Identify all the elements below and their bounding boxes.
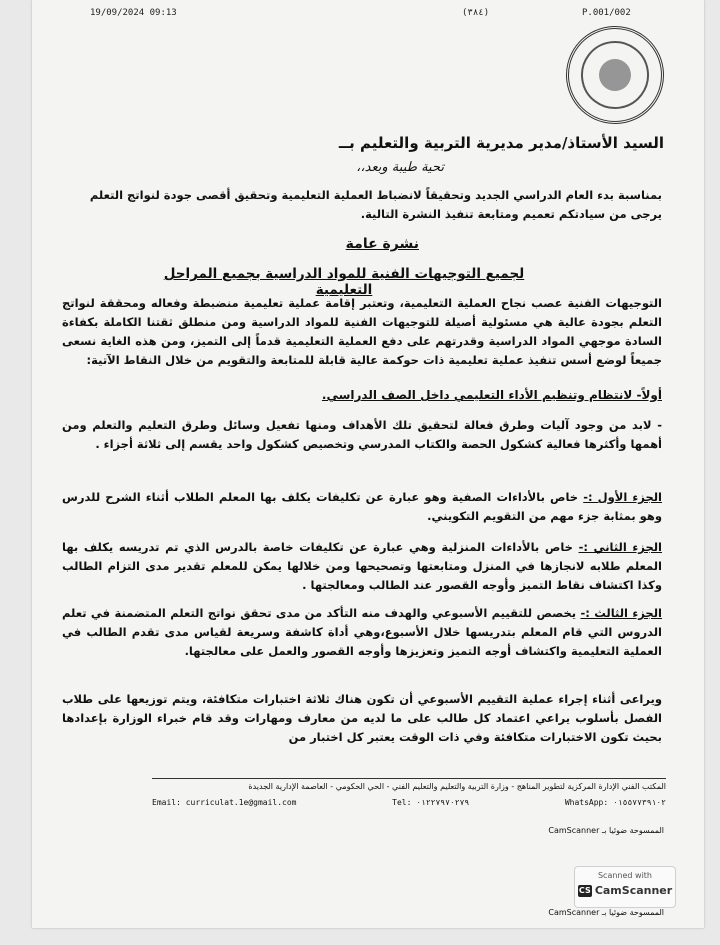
part-1-label: الجزء الأول :- — [583, 490, 662, 504]
paragraph-intro: التوجيهات الفنية عصب نجاح العملية التعليمية، وتعتبر إقامة عملية تعليمية منضبطة وفعاله ومحققة لنواتج التعلم بجودة عالية هي مسئولية أصيلة للتوجيهات الفنية للمواد الدراسية ومن منطلق ثقتنا الكاملة بكفاءة السادة موجهي المواد الدراسية وقدرتهم على دفع العملية التعليمية قدماً إلى التميز، ومن هذه الغاية نسعى جميعاً لوضع أسس تنفيذ عملية تعليمية ذات حوكمة عالية قابلة للمتابعة والتقويم من خلال النقاط الآتية: — [62, 296, 662, 367]
footer-tel: Tel: ٠١٢٢٧٩٧٠٢٧٩ — [392, 798, 470, 807]
section-1-title: أولاً- لانتظام وتنظيم الأداء التعليمي داخل الصف الدراسي. — [321, 388, 662, 402]
bulletin-heading: نشرة عامة — [345, 236, 419, 252]
footer-email: Email: curriculat.1e@gmail.com — [152, 798, 297, 807]
bottom-scanner-note: الممسوحة ضوئيا بـ CamScanner — [548, 908, 664, 917]
scanned-with-label: Scanned with — [597, 871, 653, 880]
ministry-seal-icon — [560, 20, 671, 131]
footer-org-line: المكتب الفني الإدارة المركزية لتطوير المناهج - وزارة التربية والتعليم والتعليم الفني - الحي الحكومي - العاصمة الإدارية الجديدة — [248, 782, 666, 791]
letter-greeting: تحية طيبة وبعد،، — [356, 160, 444, 175]
part-1-paragraph — [62, 488, 662, 526]
part-3-paragraph — [62, 604, 662, 661]
camscanner-brand: CamScanner — [594, 884, 673, 897]
camscanner-badge — [574, 866, 676, 908]
part-3-label: الجزء الثالث :- — [580, 606, 662, 620]
fax-number: (٣٨٤) — [462, 8, 490, 18]
letter-addressee: السيد الأستاذ/مدير مديرية التربية والتعليم بــ — [338, 134, 664, 152]
part-3-text: يخصص للتقييم الأسبوعي والهدف منه التأكد من مدى تحقق نواتج التعلم المتضمنة في تعلم الدروس التي قام المعلم بتدريسها خلال الأسبوع،وهي أداة كاشفة وسريعة لقياس مدى تقدم الطالب في العملية التعليمية واكتشاف أوجه التميز وتعزيزها وأوجه القصور والعمل على معالجتها. — [62, 606, 662, 658]
footer-contacts — [152, 798, 666, 807]
camscanner-logo-icon: CS — [578, 885, 591, 895]
paragraph-methods: - لابد من وجود آليات وطرق فعالة لتحقيق تلك الأهداف ومنها تفعيل وسائل وطرق التعليم والتعلم ومن أهمها وأكثرها فعالية كشكول الحصة والكتاب المدرسي وتخصيص كشكول واحد يقسم إلى ثلاثة أجزاء . — [62, 418, 662, 451]
part-2-paragraph — [62, 538, 662, 595]
part-2-text: خاص بالأداءات المنزلية وهي عبارة عن تكليفات خاصة بالدرس الذي تم تدريسه يكلف بها المعلم طلابه لانجازها في المنزل ومتابعتها وتصحيحها ومن خلالها يمكن للمعلم تقدير مدى التزام الطالب وكذا اكتشاف نقاط التميز وأوجه القصور عند الطالب ومعالجتها . — [62, 540, 662, 592]
letter-intro: بمناسبة بدء العام الدراسي الجديد وتحقيقاً لانضباط العملية التعليمية وتحقيق أقصى جودة لنواتج التعلم يرجى من سيادتكم تعميم ومتابعة تنفيذ النشرة التالية. — [89, 188, 662, 221]
scanner-note: الممسوحة ضوئيا بـ CamScanner — [548, 826, 664, 835]
document-page — [32, 0, 704, 928]
bulletin-subheading: لجميع التوجيهات الفنية للمواد الدراسية بجميع المراحل التعليمية — [163, 266, 525, 298]
paragraph-weekly-tests: ويراعى أثناء إجراء عملية التقييم الأسبوعي أن تكون هناك ثلاثة اختبارات متكافئة، ويتم توزيعها على طلاب الفصل بأسلوب يراعي اعتماد كل طالب على ما لديه من معارف ومهارات وقد قام خبراء الوزارة بإعدادها بحيث تكون الاختبارات متكافئة وفي ذات الوقت يعتبر كل اختبار من — [62, 692, 662, 744]
part-1-text: خاص بالأداءات الصفية وهو عبارة عن تكليفات يكلف بها المعلم الطلاب أثناء الشرح للدرس وهو بمثابة جزء مهم من التقويم التكويني. — [62, 490, 662, 523]
fax-datetime: 19/09/2024 09:13 — [90, 8, 177, 18]
footer-divider — [152, 778, 666, 779]
fax-page: P.001/002 — [582, 8, 631, 18]
footer-whatsapp: WhatsApp: ٠١٥٥٧٧٣٩١٠٢ — [564, 798, 666, 807]
part-2-label: الجزء الثاني :- — [578, 540, 662, 554]
